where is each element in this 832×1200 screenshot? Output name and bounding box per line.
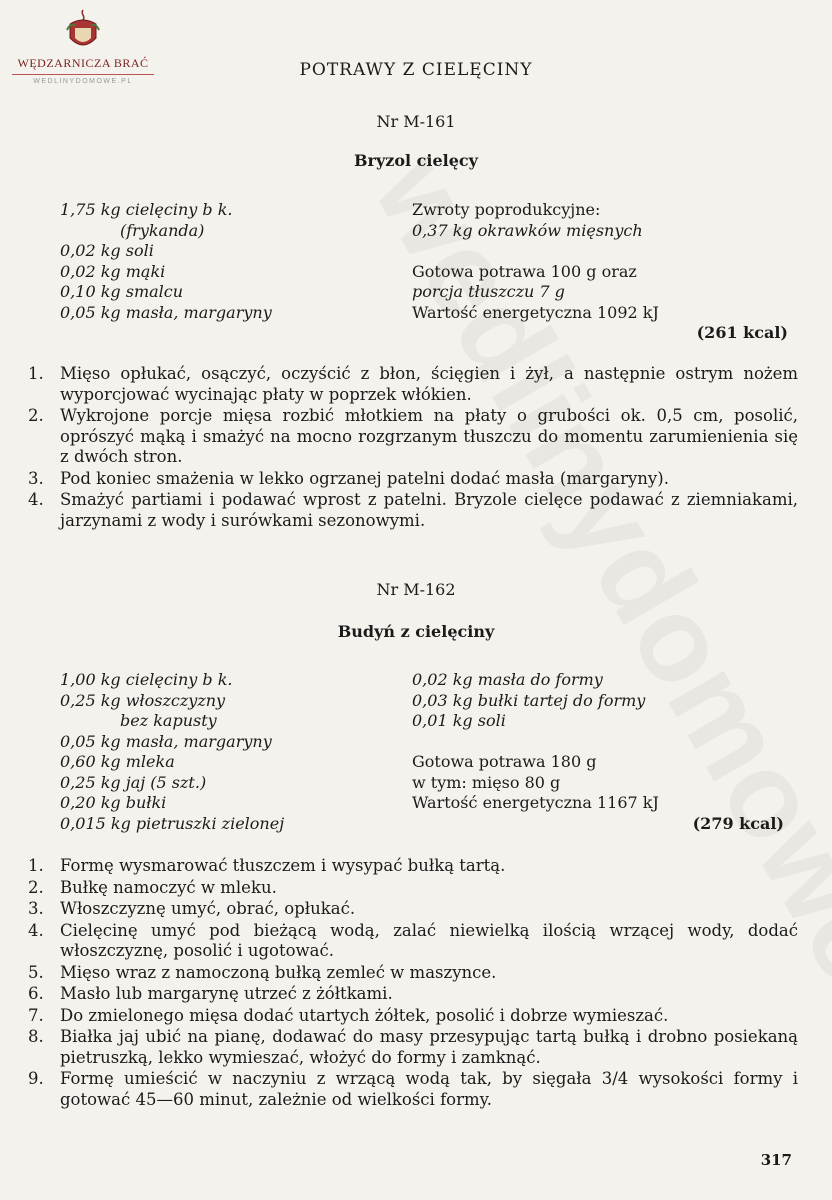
step-number: 8. [28,1027,44,1046]
step-text: Do zmielonego mięsa dodać utartych żółtek, posolić i dobrze wymieszać. [60,1005,669,1025]
step-number: 4. [28,920,44,940]
info-line: Wartość energetyczna 1092 kJ [412,302,659,322]
step-text: Masło lub margarynę utrzeć z żółtkami. [60,984,393,1003]
step-number: 2. [28,877,44,897]
step-item [28,364,798,405]
step-number: 4. [28,490,44,509]
info-line: Zwroty poprodukcyjne: [412,200,601,219]
step-number: 1. [28,856,44,875]
step-text: Cielęcinę umyć pod bieżącą wodą, zalać niewielką ilością wrzącej wody, dodać włoszczyznę, posolić i ugotować. [60,920,798,960]
step-number: 7. [28,1005,44,1025]
info-line: w tym: mięso 80 g [412,772,561,792]
recipe-number: Nr M-162 [376,580,456,599]
logo-brand-text: WĘDZARNICZA BRAĆ [17,56,149,70]
step-item [28,921,798,962]
step-text: Wykrojone porcje mięsa rozbić młotkiem na płaty o grubości ok. 0,5 cm, posolić, oprószyć mąką i smażyć na mocno rozgrzanym tłuszczu do momentu zarumienienia się z dwóch stron. [60,406,798,466]
recipe-number: Nr M-161 [376,112,456,131]
step-text: Bułkę namoczyć w mleku. [60,877,277,897]
step-text: Włoszczyznę umyć, obrać, opłukać. [60,899,356,918]
step-item [28,1006,798,1027]
step-item [28,1027,798,1068]
step-number: 1. [28,364,44,383]
ingredient-item: 0,60 kg mleka [60,752,175,771]
step-text: Mięso wraz z namoczoną bułką zemleć w maszynce. [60,962,497,982]
nutrition-info [412,200,659,323]
recipe-name: Bryzol cielęcy [354,151,478,170]
info-line: Wartość energetyczna 1167 kJ [412,793,659,812]
info-line: 0,02 kg masła do formy [412,670,603,689]
ingredient-item: 1,75 kg cielęciny b k. [60,200,233,219]
info-line: 0,01 kg soli [412,711,506,730]
ingredient-item: 0,20 kg bułki [60,793,167,812]
ingredient-item: bez kapusty [120,711,217,730]
info-line: Gotowa potrawa 100 g oraz [412,261,637,281]
step-number: 3. [28,899,44,918]
step-item [28,899,798,920]
step-number: 6. [28,984,44,1003]
step-text: Pod koniec smażenia w lekko ogrzanej patelni dodać masła (margaryny). [60,468,669,488]
kcal-value: (261 kcal) [696,323,788,342]
step-number: 2. [28,406,44,425]
info-line: porcja tłuszczu 7 g [412,282,565,301]
kcal-value: (279 kcal) [692,814,784,833]
ingredients-list [60,670,284,834]
step-number: 9. [28,1069,44,1088]
step-text: Smażyć partiami i podawać wprost z patelni. Bryzole cielęce podawać z ziemniakami, jarzynami z wody i surówkami sezonowymi. [60,490,798,530]
step-item [28,984,798,1005]
page-title: POTRAWY Z CIELĘCINY [299,60,533,80]
step-item [28,490,798,531]
page-number: 317 [760,1151,792,1169]
ingredient-item: 0,10 kg smalcu [60,282,184,301]
step-item [28,963,798,984]
step-item [28,856,798,877]
logo-site-text: WEDLINYDOMOWE.PL [33,78,133,85]
ingredient-item: 0,25 kg jaj (5 szt.) [60,772,207,792]
step-number: 3. [28,468,44,488]
ingredient-item: 0,05 kg masła, margaryny [60,731,272,751]
ingredient-item: 0,02 kg mąki [60,261,166,281]
nutrition-info [412,670,659,814]
step-item [28,406,798,468]
info-line: 0,03 kg bułki tartej do formy [412,690,646,710]
step-text: Białka jaj ubić na pianę, dodawać do masy przesypując tartą bułką i drobno posiekaną pietruszką, lekko wymieszać, włożyć do formy i zamknąć. [60,1027,798,1067]
recipe-name: Budyń z cielęciny [337,622,495,641]
preparation-steps [28,856,798,1111]
step-item [28,469,798,490]
ingredients-list [60,200,272,323]
ingredient-item: 0,02 kg soli [60,241,154,260]
step-item [28,878,798,899]
step-number: 5. [28,962,44,982]
step-text: Mięso opłukać, osączyć, oczyścić z błon, ścięgien i żył, a następnie ostrym nożem wyporcjować wycinając płaty w poprzek włókien. [60,364,798,404]
ingredient-item: 0,05 kg masła, margaryny [60,302,272,322]
ingredient-item: 0,25 kg włoszczyzny [60,690,226,710]
step-text: Formę wysmarować tłuszczem i wysypać bułką tartą. [60,856,506,875]
step-text: Formę umieścić w naczyniu z wrzącą wodą tak, by sięgała 3/4 wysokości formy i gotować 45—60 minut, zależnie od wielkości formy. [60,1069,798,1109]
ingredient-item: 0,015 kg pietruszki zielonej [60,813,285,833]
site-logo[interactable] [8,8,158,98]
preparation-steps [28,364,798,532]
smokehouse-crest-icon [65,8,101,54]
step-item [28,1069,798,1110]
ingredient-item: 1,00 kg cielęciny b k. [60,670,233,689]
info-line: 0,37 kg okrawków mięsnych [412,220,643,240]
info-line: Gotowa potrawa 180 g [412,752,597,771]
ingredient-item: (frykanda) [120,220,205,240]
